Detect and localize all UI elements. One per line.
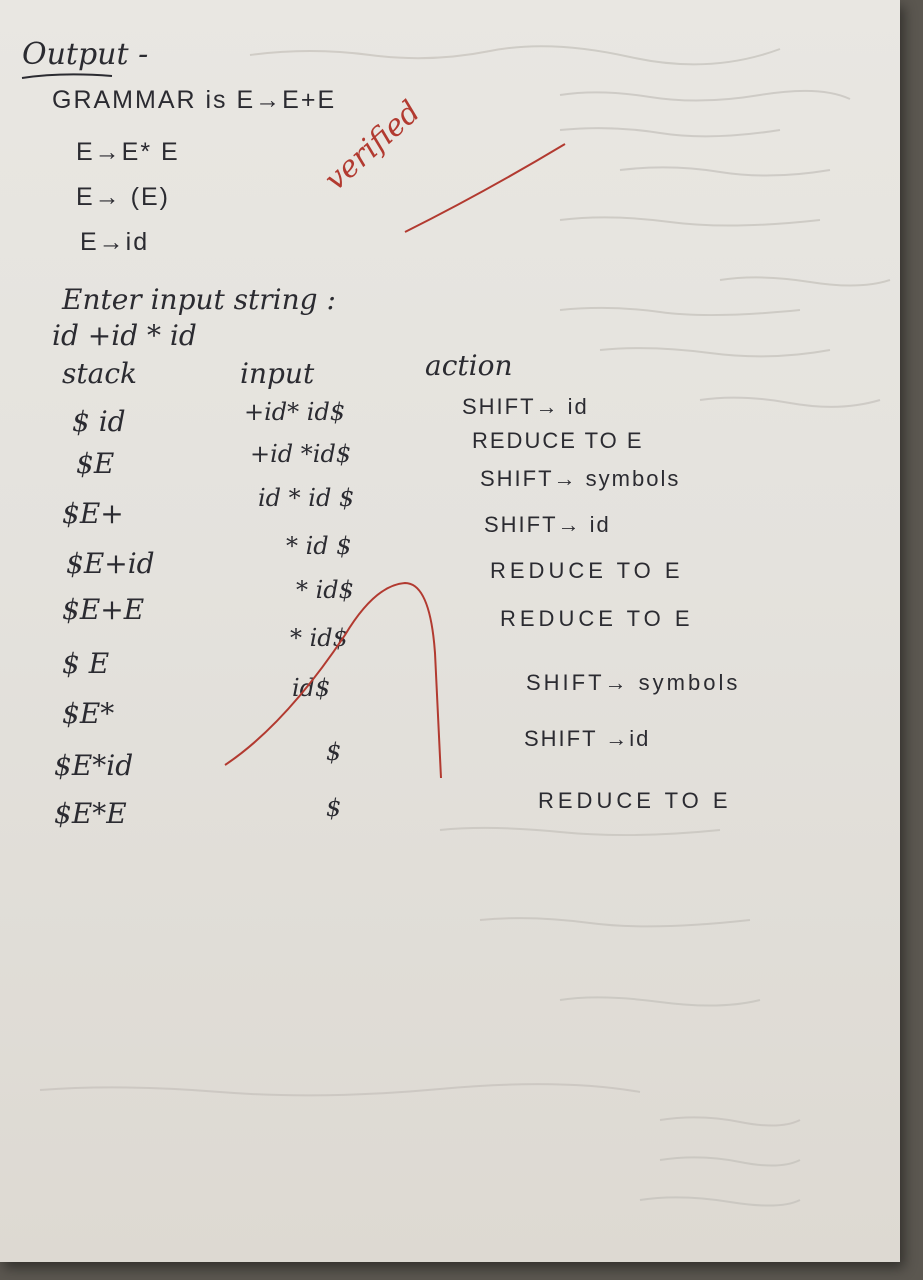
input-prompt: Enter input string :: [62, 283, 336, 316]
action-cell: REDUCE TO E: [490, 558, 684, 583]
action-cell: REDUCE TO E: [472, 428, 644, 453]
action-cell: REDUCE TO E: [538, 788, 732, 813]
grammar-rule: E→E* E: [76, 138, 180, 166]
action-cell: SHIFT→ symbols: [526, 670, 741, 695]
input-cell: * id$: [296, 576, 354, 604]
column-header-action: action: [425, 349, 513, 382]
action-cell: SHIFT →id: [524, 726, 651, 751]
stack-cell: $E+: [62, 497, 124, 530]
action-cell: SHIFT→ id: [484, 512, 611, 537]
input-string: id +id * id: [52, 319, 197, 352]
input-cell: id * id $: [258, 484, 355, 512]
grammar-rule: E→ (E): [76, 183, 170, 211]
stack-cell: $ E: [62, 647, 110, 680]
output-heading: Output -: [22, 37, 149, 72]
stack-cell: $ id: [72, 405, 126, 438]
stack-cell: $E+E: [62, 593, 145, 626]
input-cell: +id* id$: [244, 398, 346, 426]
column-header-stack: stack: [62, 357, 137, 390]
stack-cell: $E*id: [54, 749, 134, 782]
input-cell: * id $: [286, 532, 352, 560]
grammar-title: GRAMMAR is E→E+E: [52, 86, 337, 114]
column-header-input: input: [240, 357, 315, 390]
action-cell: SHIFT→ symbols: [480, 466, 681, 491]
stack-cell: $E*: [62, 697, 115, 730]
input-cell: +id *id$: [250, 440, 352, 468]
stack-cell: $E: [76, 447, 115, 480]
action-cell: REDUCE TO E: [500, 606, 694, 631]
grammar-rule: E→id: [80, 228, 150, 256]
stack-cell: $E+id: [66, 547, 155, 580]
verified-annotation: verified: [317, 94, 428, 198]
action-cell: SHIFT→ id: [462, 394, 589, 419]
stack-cell: $E*E: [54, 797, 127, 830]
input-cell: $: [326, 738, 342, 766]
input-cell: $: [326, 794, 342, 822]
input-cell: id$: [292, 674, 331, 702]
input-cell: * id$: [290, 624, 348, 652]
